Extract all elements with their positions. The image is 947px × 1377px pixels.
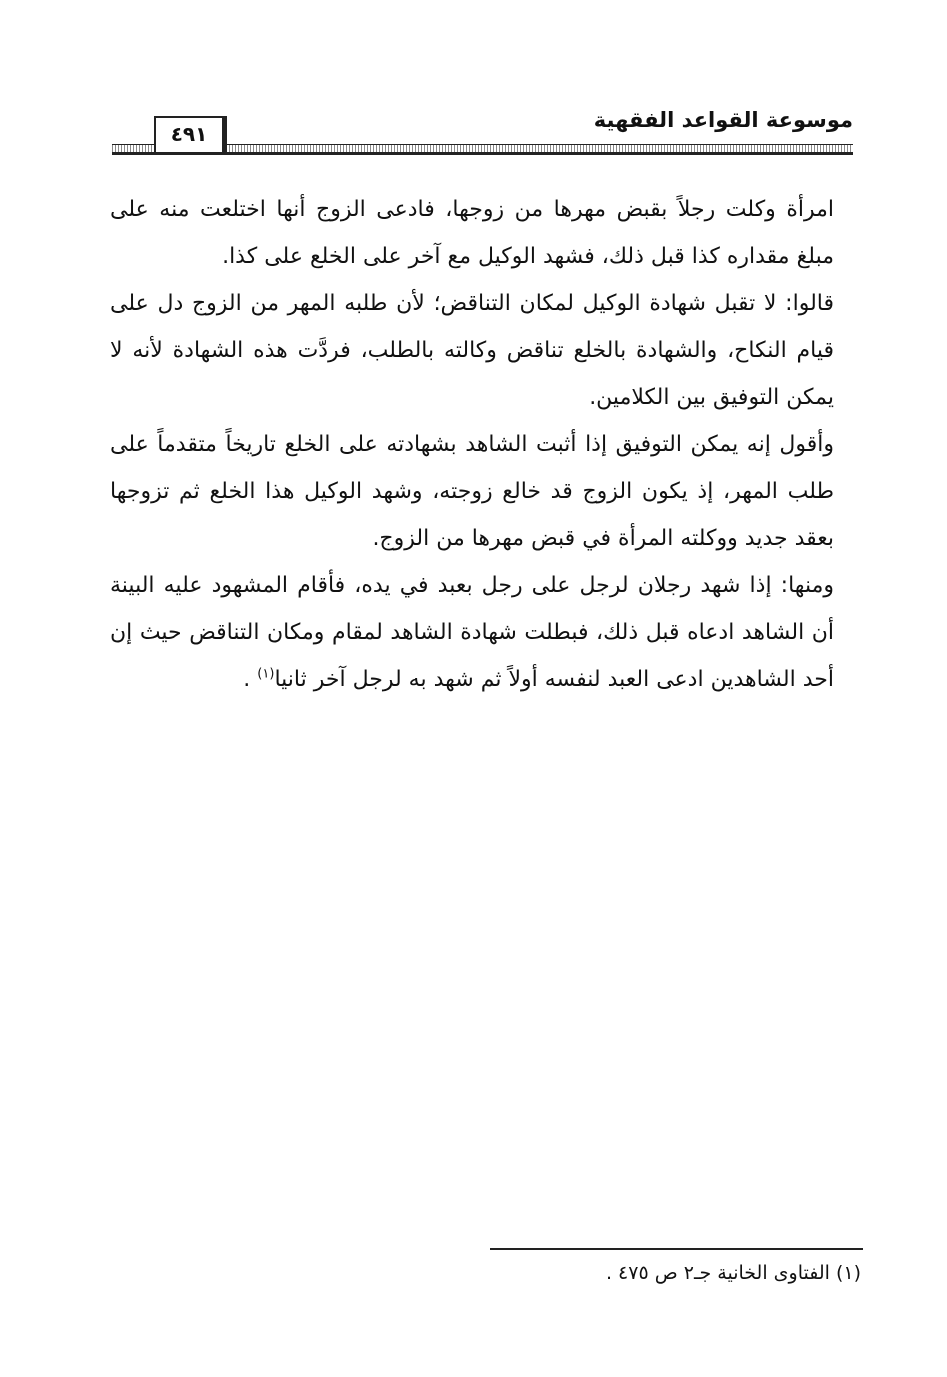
page-header — [112, 108, 853, 156]
paragraph — [110, 562, 834, 703]
page-number: ٤٩١ — [170, 122, 208, 146]
footnote-marker: (١) — [257, 666, 275, 682]
paragraph-text: ومنها: إذا شهد رجلان لرجل على رجل بعبد في يده، فأقام المشهود عليه البينة أن الشاهد ادعاه قبل ذلك، فبطلت شهادة الشاهد لمقام ومكان التناقض حيث إن أحد الشاهدين ادعى العبد لنفسه أولاً ثم شهد به لرجل آخر ثانيا — [110, 573, 834, 692]
footnote: (١) الفتاوى الخانية جـ٢ ص ٤٧٥ . — [605, 1262, 861, 1284]
body-text — [110, 186, 834, 703]
page-number-box — [154, 116, 224, 152]
paragraph-end: . — [243, 667, 258, 692]
paragraph: قالوا: لا تقبل شهادة الوكيل لمكان التناقض؛ لأن طلبه المهر من الزوج دل على قيام النكاح، والشهادة بالخلع تناقض وكالته بالطلب، فردَّت هذه الشهادة لأنه لا يمكن التوفيق بين الكلامين. — [110, 291, 834, 410]
footnote-separator — [490, 1248, 863, 1250]
paragraph: امرأة وكلت رجلاً بقبض مهرها من زوجها، فادعى الزوج أنها اختلعت منه على مبلغ مقداره كذا قبل ذلك، فشهد الوكيل مع آخر على الخلع على كذا. — [110, 197, 834, 269]
header-rule-base — [112, 153, 853, 155]
book-title: موسوعة القواعد الفقهية — [593, 108, 853, 132]
paragraph: وأقول إنه يمكن التوفيق إذا أثبت الشاهد بشهادته على الخلع تاريخاً متقدماً على طلب المهر، إذ يكون الزوج قد خالع زوجته، وشهد الوكيل هذا الخلع ثم تزوجها بعقد جديد ووكلته المرأة في قبض مهرها من الزوج. — [110, 432, 834, 551]
